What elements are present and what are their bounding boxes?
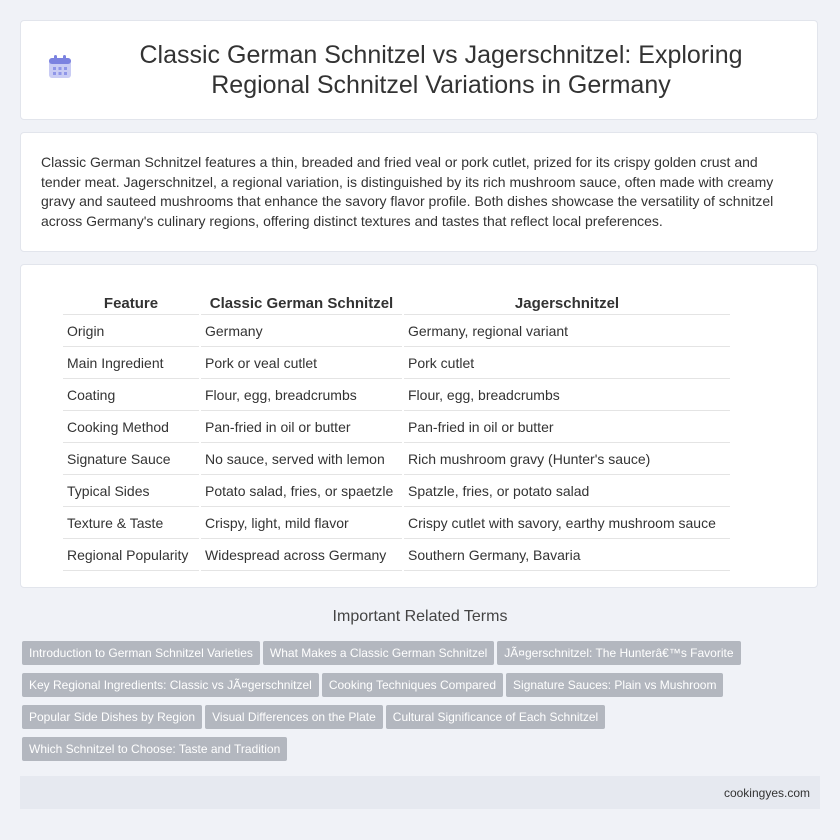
related-terms-list xyxy=(22,641,822,769)
column-header: Classic German Schnitzel xyxy=(201,291,402,315)
table-cell: Main Ingredient xyxy=(63,349,199,379)
table-cell: Widespread across Germany xyxy=(201,541,402,571)
table-cell: Flour, egg, breadcrumbs xyxy=(404,381,730,411)
table-cell: Texture & Taste xyxy=(63,509,199,539)
related-term-tag[interactable]: Cultural Significance of Each Schnitzel xyxy=(386,705,605,729)
comparison-table-card xyxy=(20,264,818,588)
table-cell: Pork or veal cutlet xyxy=(201,349,402,379)
related-term-tag[interactable]: Which Schnitzel to Choose: Taste and Tradition xyxy=(22,737,287,761)
table-cell: Cooking Method xyxy=(63,413,199,443)
table-cell: Coating xyxy=(63,381,199,411)
table-cell: Pan-fried in oil or butter xyxy=(404,413,730,443)
table-cell: Flour, egg, breadcrumbs xyxy=(201,381,402,411)
table-cell: Signature Sauce xyxy=(63,445,199,475)
calendar-icon xyxy=(47,54,73,80)
comparison-table xyxy=(61,289,732,573)
table-cell: Pork cutlet xyxy=(404,349,730,379)
related-term-tag[interactable]: Popular Side Dishes by Region xyxy=(22,705,202,729)
related-term-tag[interactable]: Introduction to German Schnitzel Varieties xyxy=(22,641,260,665)
table-cell: Pan-fried in oil or butter xyxy=(201,413,402,443)
table-cell: Typical Sides xyxy=(63,477,199,507)
related-term-tag[interactable]: Key Regional Ingredients: Classic vs JÃ¤gerschnitzel xyxy=(22,673,319,697)
related-term-tag[interactable]: What Makes a Classic German Schnitzel xyxy=(263,641,494,665)
intro-text: Classic German Schnitzel features a thin, breaded and fried veal or pork cutlet, prized for its crispy golden crust and tender meat. Jagerschnitzel, a regional variation, is distinguished by its rich mushroom sauce, often made with creamy gravy and sauteed mushrooms that enhance the savory flavor profile. Both dishes showcase the versatility of schnitzel across Germany's culinary regions, offering distinct textures and tastes that reflect local preferences. xyxy=(41,154,774,229)
table-row xyxy=(63,445,730,475)
related-term-tag[interactable]: Visual Differences on the Plate xyxy=(205,705,383,729)
header-card xyxy=(20,20,818,120)
table-row xyxy=(63,349,730,379)
table-row xyxy=(63,477,730,507)
related-term-tag[interactable]: JÃ¤gerschnitzel: The Hunterâ€™s Favorite xyxy=(497,641,740,665)
related-term-tag[interactable]: Signature Sauces: Plain vs Mushroom xyxy=(506,673,723,697)
table-cell: Origin xyxy=(63,317,199,347)
table-cell: No sauce, served with lemon xyxy=(201,445,402,475)
table-row xyxy=(63,541,730,571)
table-cell: Crispy, light, mild flavor xyxy=(201,509,402,539)
table-cell: Germany, regional variant xyxy=(404,317,730,347)
table-cell: Southern Germany, Bavaria xyxy=(404,541,730,571)
page-title: Classic German Schnitzel vs Jagerschnitzel: Exploring Regional Schnitzel Variations in Germany xyxy=(139,41,743,99)
table-cell: Spatzle, fries, or potato salad xyxy=(404,477,730,507)
footer xyxy=(20,776,820,809)
table-cell: Rich mushroom gravy (Hunter's sauce) xyxy=(404,445,730,475)
footer-site[interactable]: cookingyes.com xyxy=(723,786,810,800)
table-row xyxy=(63,413,730,443)
table-cell: Crispy cutlet with savory, earthy mushroom sauce xyxy=(404,509,730,539)
related-term-tag[interactable]: Cooking Techniques Compared xyxy=(322,673,503,697)
table-cell: Regional Popularity xyxy=(63,541,199,571)
table-cell: Germany xyxy=(201,317,402,347)
table-header-row xyxy=(63,291,730,315)
column-header: Jagerschnitzel xyxy=(404,291,730,315)
table-cell: Potato salad, fries, or spaetzle xyxy=(201,477,402,507)
table-row xyxy=(63,381,730,411)
related-terms-title: Important Related Terms xyxy=(332,608,508,625)
column-header: Feature xyxy=(63,291,199,315)
table-row xyxy=(63,317,730,347)
intro-card xyxy=(20,132,818,252)
table-row xyxy=(63,509,730,539)
